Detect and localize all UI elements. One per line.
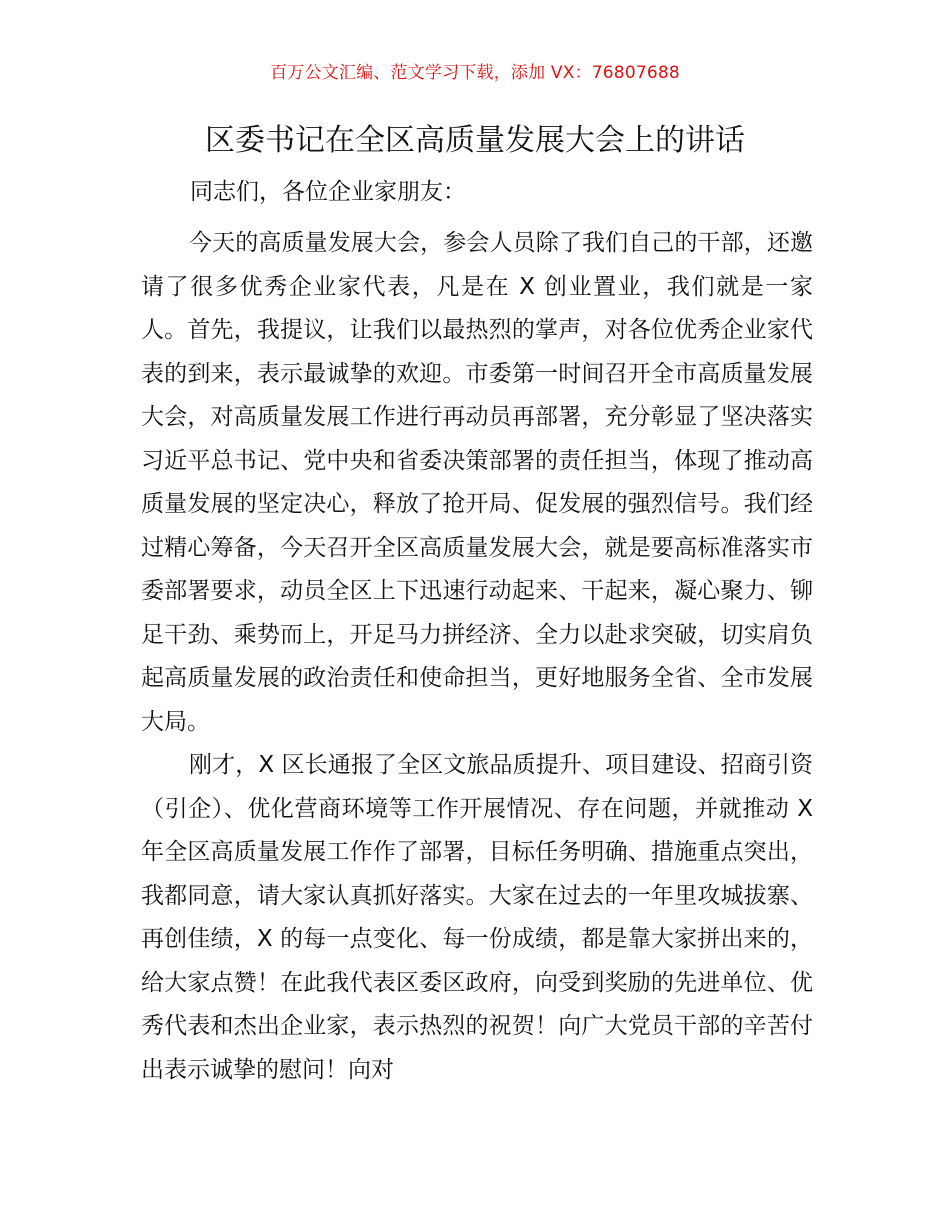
- header-watermark-note: 百万公文汇编、范文学习下载，添加 VX：76807688: [270, 63, 680, 83]
- salutation: 同志们，各位企业家朋友：: [190, 179, 466, 205]
- body-paragraph-2: 刚才，X 区长通报了全区文旅品质提升、项目建设、招商引资（引企）、优化营商环境等工作开展情况、存在问题，并就推动 X 年全区高质量发展工作作了部署，目标任务明确、措施重点突出，我都同意，请大家认真抓好落实。大家在过去的一年里攻城拔寨、再创佳绩，X 的每一点变化、每一份成绩，都是靠大家拼出来的，给大家点赞！在此我代表区委区政府，向受到奖励的先进单位、优秀代表和杰出企业家，表示热烈的祝贺！向广大党员干部的辛苦付出表示诚挚的慰问！向对: [141, 752, 813, 1083]
- body-paragraph-1: 今天的高质量发展大会，参会人员除了我们自己的干部，还邀请了很多优秀企业家代表，凡是在 X 创业置业，我们就是一家人。首先，我提议，让我们以最热烈的掌声，对各位优秀企业家代表的到来，表示最诚挚的欢迎。市委第一时间召开全市高质量发展大会，对高质量发展工作进行再动员再部署，充分彰显了坚决落实习近平总书记、党中央和省委决策部署的责任担当，体现了推动高质量发展的坚定决心，释放了抢开局、促发展的强烈信号。我们经过精心筹备，今天召开全区高质量发展大会，就是要高标准落实市委部署要求，动员全区上下迅速行动起来、干起来，凝心聚力、铆足干劲、乘势而上，开足马力拼经济、全力以赴求突破，切实肩负起高质量发展的政治责任和使命担当，更好地服务全省、全市发展大局。: [141, 230, 813, 735]
- document-title: 区委书记在全区高质量发展大会上的讲话: [205, 123, 745, 158]
